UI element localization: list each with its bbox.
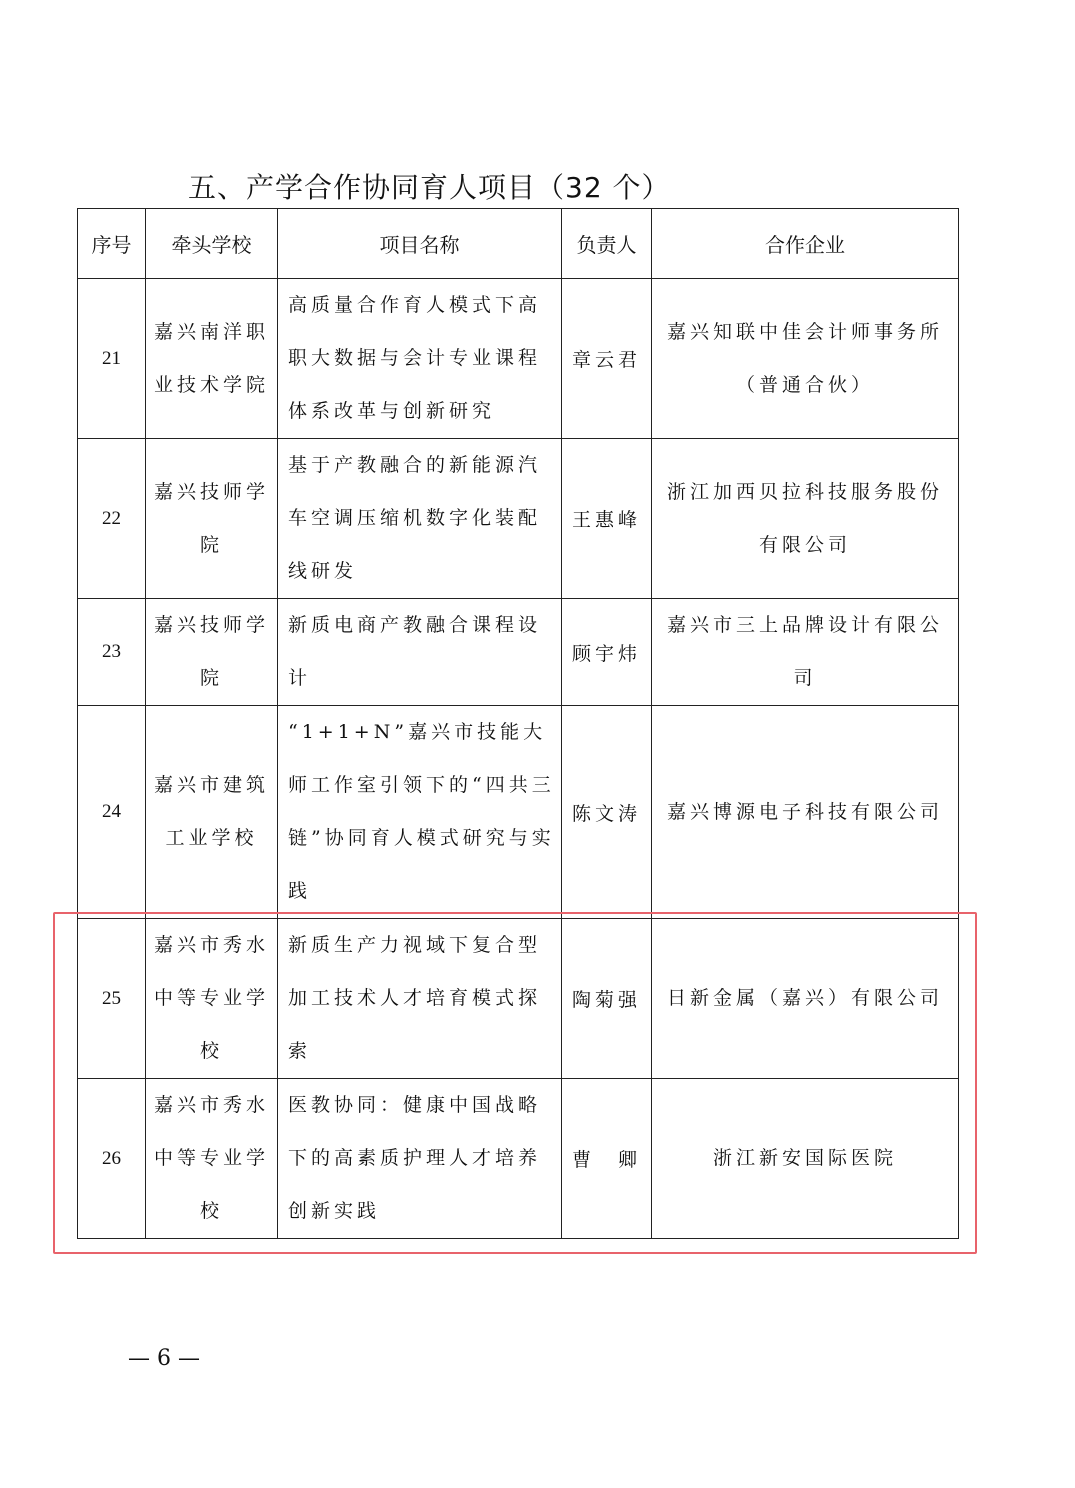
- row-number: 25: [78, 919, 146, 1079]
- project-leader: 王惠峰: [562, 439, 652, 599]
- row-number: 22: [78, 439, 146, 599]
- partner-company: 浙江新安国际医院: [652, 1079, 959, 1239]
- partner-company: 嘉兴博源电子科技有限公司: [652, 706, 959, 919]
- row-number: 23: [78, 599, 146, 706]
- lead-school: 嘉兴技师学院: [146, 439, 278, 599]
- project-leader: 陈文涛: [562, 706, 652, 919]
- row-number: 24: [78, 706, 146, 919]
- page-number: — 6 —: [128, 1346, 200, 1371]
- header-partner: 合作企业: [652, 209, 959, 279]
- row-number: 21: [78, 279, 146, 439]
- header-no: 序号: [78, 209, 146, 279]
- partner-company: 日新金属（嘉兴）有限公司: [652, 919, 959, 1079]
- header-leader: 负责人: [562, 209, 652, 279]
- table-row: [78, 919, 959, 1079]
- table-row: [78, 706, 959, 919]
- project-leader: 顾宇炜: [562, 599, 652, 706]
- table-header-row: [78, 209, 959, 279]
- table-row: [78, 1079, 959, 1239]
- header-project: 项目名称: [278, 209, 562, 279]
- project-name: 医教协同：健康中国战略下的高素质护理人才培养创新实践: [278, 1079, 562, 1239]
- partner-company: 嘉兴市三上品牌设计有限公司: [652, 599, 959, 706]
- table-row: [78, 599, 959, 706]
- table-row: [78, 439, 959, 599]
- lead-school: 嘉兴技师学院: [146, 599, 278, 706]
- project-leader: 曹 卿: [562, 1079, 652, 1239]
- row-number: 26: [78, 1079, 146, 1239]
- project-name: 新质生产力视域下复合型加工技术人才培育模式探索: [278, 919, 562, 1079]
- project-name: “1+1+N”嘉兴市技能大师工作室引领下的“四共三链”协同育人模式研究与实践: [278, 706, 562, 919]
- project-leader: 陶菊强: [562, 919, 652, 1079]
- partner-company: 嘉兴知联中佳会计师事务所（普通合伙）: [652, 279, 959, 439]
- project-leader: 章云君: [562, 279, 652, 439]
- projects-table: [77, 208, 959, 1239]
- lead-school: 嘉兴市建筑工业学校: [146, 706, 278, 919]
- lead-school: 嘉兴市秀水中等专业学校: [146, 919, 278, 1079]
- section-title: 五、产学合作协同育人项目（32 个）: [188, 171, 671, 204]
- project-name: 高质量合作育人模式下高职大数据与会计专业课程体系改革与创新研究: [278, 279, 562, 439]
- lead-school: 嘉兴市秀水中等专业学校: [146, 1079, 278, 1239]
- header-school: 牵头学校: [146, 209, 278, 279]
- lead-school: 嘉兴南洋职业技术学院: [146, 279, 278, 439]
- table-row: [78, 279, 959, 439]
- project-name: 基于产教融合的新能源汽车空调压缩机数字化装配线研发: [278, 439, 562, 599]
- partner-company: 浙江加西贝拉科技服务股份有限公司: [652, 439, 959, 599]
- project-name: 新质电商产教融合课程设计: [278, 599, 562, 706]
